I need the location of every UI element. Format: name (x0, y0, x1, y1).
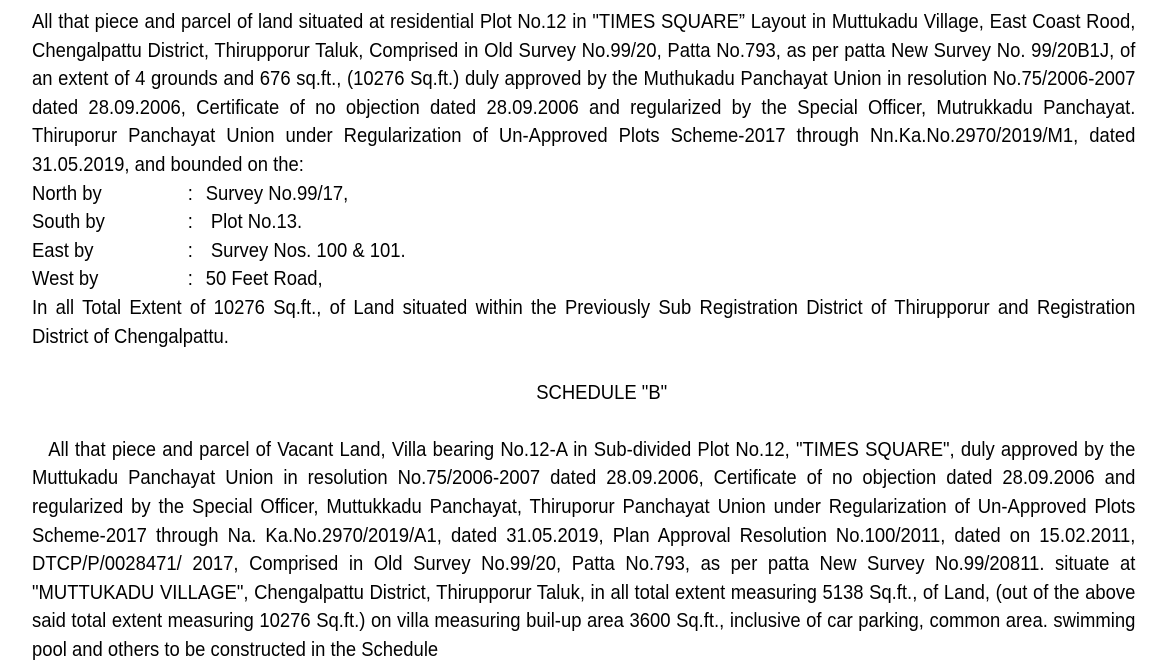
document-page (32, 8, 1135, 664)
boundary-direction: West by (32, 267, 99, 291)
boundary-separator: : (187, 210, 193, 234)
boundary-separator: : (187, 238, 193, 262)
boundary-north (32, 180, 1135, 209)
boundaries-list (32, 180, 1135, 294)
schedule-b-paragraph: All that piece and parcel of Vacant Land, Villa bearing No.12-A in Sub-divided Plot No.12, "TIMES SQUARE", duly approved by the Muttukadu Panchayat Union in resolution No.75/2006-2007 dated 28.09.2006, Certificate of no objection dated 28.09.2006 and regularized by the Special Officer, Muttukkadu Panchayat, Thiruporur Panchayat Union under Regularization of Un-Approved Plots Scheme-2017 through Na. Ka.No.2970/2019/A1, dated 31.05.2019, Plan Approval Resolution No.100/2011, dated on 15.02.2011, DTCP/P/0028471/ 2017, Comprised in Old Survey No.99/20, Patta No.793, as per patta New Survey No.99/20811. situate at "MUTTUKADU VILLAGE", Chengalpattu District, Thirupporur Taluk, in all total extent measuring 5138 Sq.ft., of Land, (out of the above said total extent measuring 10276 Sq.ft.) on villa measuring buil-up area 3600 Sq.ft., inclusive of car parking, common area. swimming pool and others to be constructed in the Schedule (32, 437, 1136, 661)
boundary-south (32, 208, 1135, 237)
boundary-direction: North by (32, 181, 102, 205)
total-extent-paragraph: In all Total Extent of 10276 Sq.ft., of Land situated within the Previously Sub Registration District of Thirupporur and Registration District of Chengalpattu. (32, 295, 1136, 348)
boundary-value: Survey No.99/17, (205, 181, 349, 205)
boundary-value: 50 Feet Road, (205, 267, 323, 291)
schedule-a-paragraph: All that piece and parcel of land situated at residential Plot No.12 in "TIMES SQUARE” Layout in Muttukadu Village, East Coast Rood, Chengalpattu District, Thirupporur Taluk, Comprised in Old Survey No.99/20, Patta No.793, as per patta New Survey No. 99/20B1J, of an extent of 4 grounds and 676 sq.ft., (10276 Sq.ft.) duly approved by the Muthukadu Panchayat Union in resolution No.75/2006-2007 dated 28.09.2006, Certificate of no objection dated 28.09.2006 and regularized by the Special Officer, Mutrukkadu Panchayat. Thiruporur Panchayat Union under Regularization of Un-Approved Plots Scheme-2017 through Nn.Ka.No.2970/2019/M1, dated 31.05.2019, and bounded on the: (32, 10, 1136, 176)
schedule-b-title: SCHEDULE "B" (536, 381, 668, 405)
boundary-value: Survey Nos. 100 & 101. (205, 238, 406, 262)
boundary-separator: : (187, 267, 193, 291)
boundary-value: Plot No.13. (205, 210, 303, 234)
boundary-direction: South by (32, 210, 105, 234)
boundary-west (32, 265, 1135, 294)
boundary-separator: : (187, 181, 193, 205)
boundary-east (32, 237, 1135, 266)
boundary-direction: East by (32, 238, 94, 262)
